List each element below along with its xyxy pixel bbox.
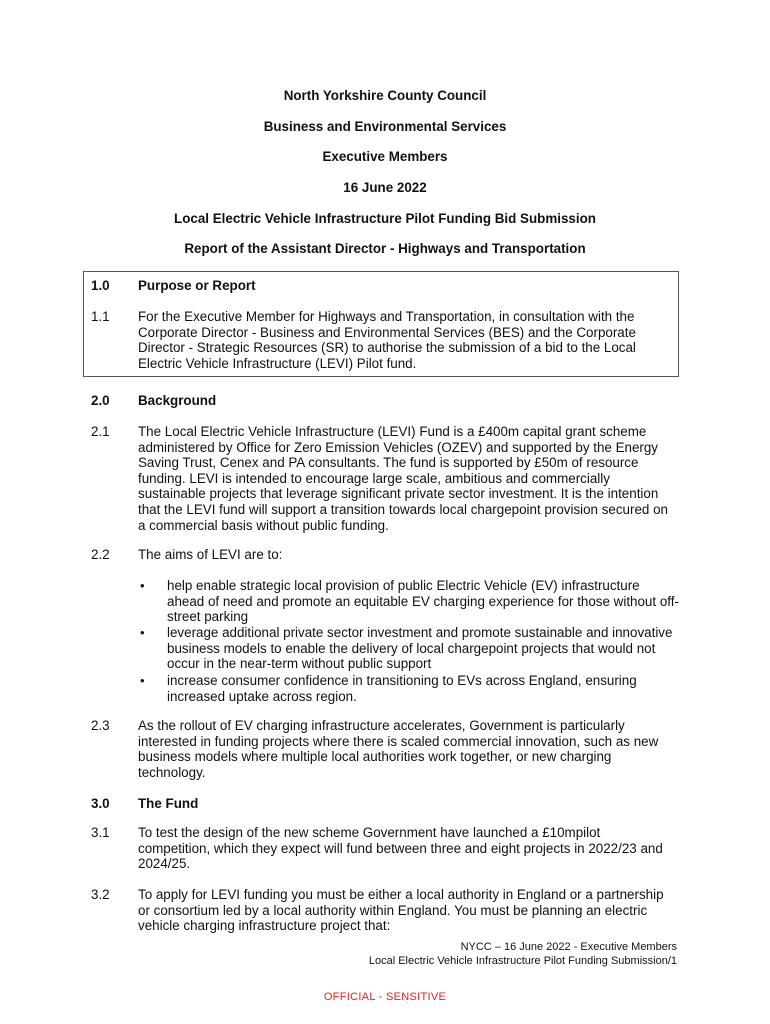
report-subtitle: Report of the Assistant Director - Highways and Transportation bbox=[184, 241, 586, 256]
meeting-date: 16 June 2022 bbox=[343, 180, 427, 195]
section-3-number: 3.0 bbox=[91, 796, 110, 811]
bullet-marker: • bbox=[140, 673, 145, 688]
paragraph-2-3: As the rollout of EV charging infrastructure accelerates, Government is particularly interested in funding projects where there is scaled commercial innovation, such as new business models where multiple local authorities work together, or new charging technology. bbox=[138, 718, 659, 780]
department-name: Business and Environmental Services bbox=[263, 119, 507, 134]
paragraph-2-2-number: 2.2 bbox=[91, 547, 110, 562]
organisation-name: North Yorkshire County Council bbox=[283, 88, 487, 103]
paragraph-3-1: To test the design of the new scheme Government have launched a £10mpilot competition, which they expect will fund between three and eight projects in 2022/23 and 2024/25. bbox=[138, 825, 663, 872]
section-2-number: 2.0 bbox=[91, 393, 110, 408]
paragraph-1-1-number: 1.1 bbox=[91, 309, 110, 324]
paragraph-2-3-number: 2.3 bbox=[91, 718, 110, 733]
section-1-heading: Purpose or Report bbox=[138, 278, 256, 293]
paragraph-2-1: The Local Electric Vehicle Infrastructure (LEVI) Fund is a £400m capital grant scheme administered by Office for Zero Emission Vehicles (OZEV) and supported by the Energy Saving Trust, Cenex and PA consultants. The fund is supported by £50m of resource funding. LEVI is intended to encourage large scale, ambitious and commercially sustainable projects that leverage significant private sector investment. It is the intention that the LEVI fund will support a transition towards local chargepoint provision secured on a commercial basis without public funding. bbox=[138, 424, 668, 533]
paragraph-2-2: The aims of LEVI are to: bbox=[138, 547, 283, 562]
meeting-name: Executive Members bbox=[322, 149, 448, 164]
security-classification: OFFICIAL - SENSITIVE bbox=[323, 991, 447, 1003]
paragraph-3-1-number: 3.1 bbox=[91, 825, 110, 840]
section-2-heading: Background bbox=[138, 393, 217, 408]
report-title: Local Electric Vehicle Infrastructure Pilot Funding Bid Submission bbox=[174, 211, 596, 226]
bullet-item: help enable strategic local provision of public Electric Vehicle (EV) infrastructure ahead of need and promote an equitable EV charging experience for those without off-street parking bbox=[167, 578, 679, 625]
footer-document-line: Local Electric Vehicle Infrastructure Pilot Funding Submission/1 bbox=[368, 955, 677, 967]
section-1-number: 1.0 bbox=[91, 278, 110, 293]
bullet-item: increase consumer confidence in transitioning to EVs across England, ensuring increased uptake across region. bbox=[167, 673, 637, 704]
paragraph-3-2-number: 3.2 bbox=[91, 887, 110, 902]
bullet-marker: • bbox=[140, 625, 145, 640]
paragraph-3-2: To apply for LEVI funding you must be either a local authority in England or a partnership or consortium led by a local authority within England. You must be planning an electric vehicle charging infrastructure project that: bbox=[138, 887, 664, 934]
section-3-heading: The Fund bbox=[138, 796, 199, 811]
bullet-marker: • bbox=[140, 578, 145, 593]
paragraph-1-1: For the Executive Member for Highways and Transportation, in consultation with the Corporate Director - Business and Environmental Services (BES) and the Corporate Director - Strategic Resources (SR) to authorise the submission of a bid to the Local Electric Vehicle Infrastructure (LEVI) Pilot fund. bbox=[138, 309, 636, 371]
bullet-item: leverage additional private sector investment and promote sustainable and innovative business models to enable the delivery of local chargepoint projects that would not occur in the near-term without public support bbox=[167, 625, 673, 672]
paragraph-2-1-number: 2.1 bbox=[91, 424, 110, 439]
footer-meeting-line: NYCC – 16 June 2022 - Executive Members bbox=[460, 941, 677, 953]
